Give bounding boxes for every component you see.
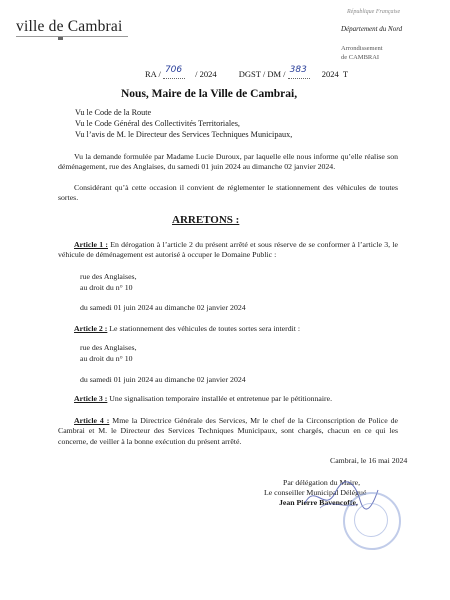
signature-title: Le conseiller Municipal Délégué <box>264 488 367 497</box>
official-stamp <box>343 492 401 550</box>
article-1-location-number: au droit du n° 10 <box>80 283 133 292</box>
dgst-label: DGST / DM / <box>238 69 286 79</box>
reference-line <box>145 65 349 79</box>
article-1-label: Article 1 : <box>74 240 108 249</box>
article-2-location-street: rue des Anglaises, <box>80 343 137 352</box>
article-2-text: Le stationnement des véhicules de toutes sortes sera interdit : <box>107 324 301 333</box>
logo-mark <box>58 37 63 40</box>
departement-label: Département du Nord <box>341 25 403 33</box>
logo-underline <box>16 36 128 37</box>
arrondissement-line-1: Arrondissement <box>341 45 383 52</box>
arrondissement-line-2: de CAMBRAI <box>341 54 380 61</box>
article-2-location-number: au droit du n° 10 <box>80 354 133 363</box>
vu-line-2: Vu le Code Général des Collectivités Territoriales, <box>75 119 240 128</box>
signature-delegation: Par délégation du Maire, <box>283 478 361 487</box>
signature-name: Jean Pierre Bavencoffe, <box>279 498 358 507</box>
article-3 <box>58 394 398 404</box>
city-logo-text: ville de Cambrai <box>16 18 123 35</box>
article-4 <box>58 416 398 447</box>
arretons-heading: ARRETONS : <box>172 214 240 226</box>
article-1-location-street: rue des Anglaises, <box>80 272 137 281</box>
decree-title: Nous, Maire de la Ville de Cambrai, <box>121 88 298 100</box>
article-1 <box>58 240 398 261</box>
article-2-label: Article 2 : <box>74 324 108 333</box>
dgst-year: 2024 <box>321 69 339 79</box>
preamble-considerant: Considérant qu’à cette occasion il convient de réglementer le stationnement des véhicules de toutes sortes. <box>58 183 398 203</box>
ra-number: 706 <box>164 65 183 75</box>
article-2-dates: du samedi 01 juin 2024 au dimanche 02 janvier 2024 <box>80 375 246 384</box>
dgst-suffix: T <box>342 69 349 79</box>
article-4-label: Article 4 : <box>74 416 110 425</box>
preamble-demande: Vu la demande formulée par Madame Lucie Duroux, par laquelle elle nous informe qu’elle réalise son déménagement, rue des Anglaises, du samedi 01 juin 2024 au dimanche 02 janvier 2024. <box>58 152 398 172</box>
article-4-text: Mme la Directrice Générale des Services, Mr le chef de la Circonscription de Police de Cambrai et M. le Directeur des Services Techniques Municipaux, sont chargés, chacun en ce qui les concerne, de veiller à la bonne exécution du présent arrêté. <box>58 416 398 446</box>
ra-number-field <box>163 65 185 79</box>
dgst-number: 383 <box>289 65 307 75</box>
article-3-label: Article 3 : <box>74 394 108 403</box>
vu-line-1: Vu le Code de la Route <box>75 108 152 117</box>
signature-place-date: Cambrai, le 16 mai 2024 <box>330 456 408 465</box>
article-2 <box>58 324 398 334</box>
ra-year: / 2024 <box>195 69 217 79</box>
ra-label: RA / <box>145 69 161 79</box>
republique-francaise: République Française <box>347 9 401 15</box>
article-3-text: Une signalisation temporaire installée et entretenue par le pétitionnaire. <box>107 394 333 403</box>
article-1-text: En dérogation à l’article 2 du présent arrêté et sous réserve de se conformer à l’article 3, le véhicule de déménagement est autorisé à occuper le Domaine Public : <box>58 240 398 260</box>
article-1-dates: du samedi 01 juin 2024 au dimanche 02 janvier 2024 <box>80 303 246 312</box>
dgst-number-field <box>288 65 310 79</box>
vu-line-3: Vu l’avis de M. le Directeur des Services Techniques Municipaux, <box>75 130 293 139</box>
stamp-inner-ring <box>354 503 388 537</box>
